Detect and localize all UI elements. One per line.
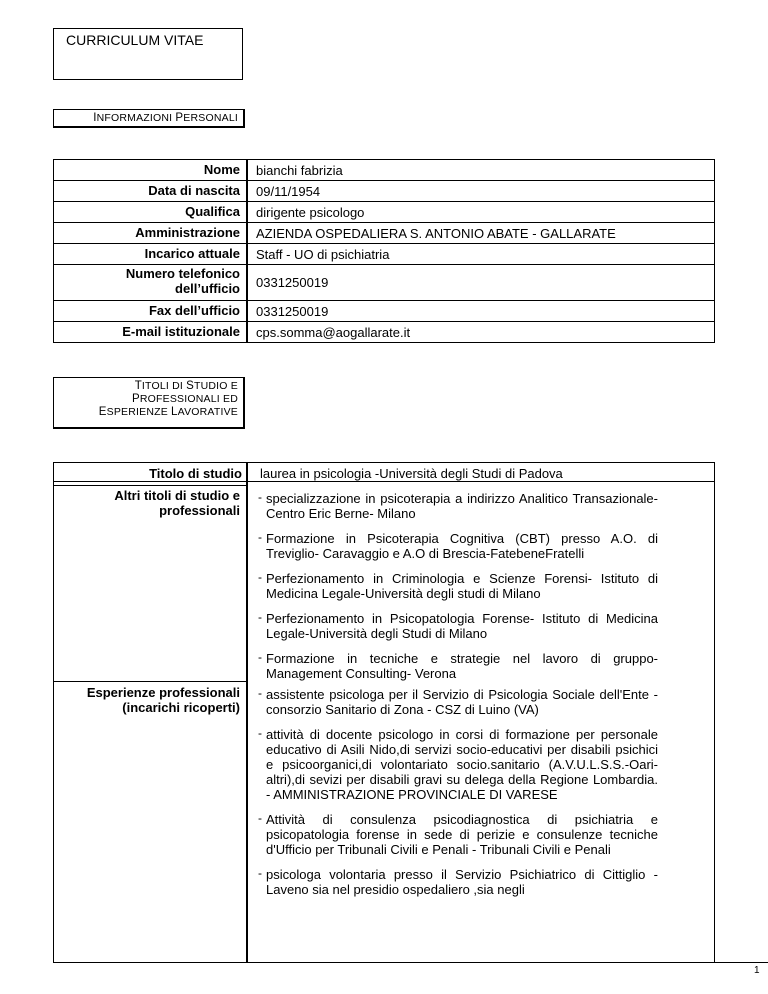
bullet-dash: - (258, 866, 262, 880)
field-label: Nome (54, 160, 248, 181)
field-label: Data di nascita (54, 181, 248, 202)
bullet-dash: - (258, 811, 262, 825)
study-title-value: laurea in psicologia -Università degli Studi di Padova (248, 463, 714, 482)
bullet-dash: - (258, 530, 262, 544)
section-heading-education: TITOLI DI STUDIO E PROFESSIONALI ED ESPERIENZE LAVORATIVE (53, 377, 245, 429)
other-titles-list (258, 491, 710, 691)
experience-list (258, 687, 710, 907)
bullet-dash: - (258, 610, 262, 624)
bullet-dash: - (258, 726, 262, 740)
list-item (258, 687, 710, 717)
field-label: Amministrazione (54, 223, 248, 244)
field-value: 0331250019 (248, 301, 714, 322)
field-label: Fax dell’ufficio (54, 301, 248, 322)
field-value: AZIENDA OSPEDALIERA S. ANTONIO ABATE - GALLARATE (248, 223, 714, 244)
field-label: E-mail istituzionale (54, 322, 248, 343)
field-value: Staff - UO di psichiatria (248, 244, 714, 265)
field-label: Incarico attuale (54, 244, 248, 265)
list-item-text: Perfezionamento in Psicopatologia Forense- Istituto di Medicina Legale-Università degli Studi di Milano (266, 611, 658, 641)
list-item-text: Formazione in tecniche e strategie nel lavoro di gruppo-Management Consulting- Verona (266, 651, 658, 681)
field-value: cps.somma@aogallarate.it (248, 322, 714, 343)
personal-info-table (53, 159, 715, 343)
experience-label: Esperienze professionali (incarichi ricoperti) (54, 681, 246, 721)
list-item (258, 651, 710, 681)
field-value: dirigente psicologo (248, 202, 714, 223)
field-label: Numero telefonico dell’ufficio (54, 265, 248, 301)
page-number: 1 (754, 965, 760, 976)
list-item-text: specializzazione in psicoterapia a indirizzo Analitico Transazionale-Centro Eric Berne- Milano (266, 491, 658, 521)
education-table (53, 462, 715, 962)
cv-title-box (53, 28, 243, 80)
list-item-text: assistente psicologa per il Servizio di Psicologia Sociale dell'Ente - consorzio Sanitario di Zona - CSZ di Luino (VA) (266, 687, 658, 717)
list-item-text: attività di docente psicologo in corsi di formazione per personale educativo di Asili Nido,di servizi socio-educativi per disabili psichici e psicoorganici,di volontariato socio.sanitario (A.V.U.L.S.S.-Oari-altri),di sevizi per disabili gravi su delega della Regione Lombardia. - AMMINISTRAZIONE PROVINCIALE DI VARESE (266, 727, 658, 802)
field-value: 09/11/1954 (248, 181, 714, 202)
field-value: 0331250019 (248, 265, 714, 301)
list-item (258, 867, 710, 897)
list-item (258, 571, 710, 601)
list-item (258, 531, 710, 561)
cv-title: CURRICULUM VITAE (66, 32, 204, 48)
bullet-dash: - (258, 650, 262, 664)
list-item (258, 812, 710, 857)
other-titles-label: Altri titoli di studio e professionali (54, 485, 246, 685)
field-label: Qualifica (54, 202, 248, 223)
bullet-dash: - (258, 570, 262, 584)
list-item (258, 491, 710, 521)
bullet-dash: - (258, 490, 262, 504)
list-item-text: Attività di consulenza psicodiagnostica di psichiatria e psicopatologia forense in sede di perizie e consulenze tecniche d'Ufficio per Tribunali Civili e Penali - Tribunali Civili e Penali (266, 812, 658, 857)
list-item (258, 611, 710, 641)
list-item-text: psicologa volontaria presso il Servizio Psichiatrico di Cittiglio -Laveno sia nel presidio ospedaliero ,sia negli (266, 867, 658, 897)
bullet-dash: - (258, 686, 262, 700)
column-divider (246, 463, 248, 963)
list-item (258, 727, 710, 802)
footer-rule (53, 962, 768, 963)
field-value: bianchi fabrizia (248, 160, 714, 181)
section-heading-personal-info: INFORMAZIONI PERSONALI (53, 109, 245, 128)
study-title-label: Titolo di studio (54, 463, 248, 482)
list-item-text: Formazione in Psicoterapia Cognitiva (CBT) presso A.O. di Treviglio- Caravaggio e A.O di Brescia-FatebeneFratelli (266, 531, 658, 561)
list-item-text: Perfezionamento in Criminologia e Scienze Forensi- Istituto di Medicina Legale-Università degli studi di Milano (266, 571, 658, 601)
